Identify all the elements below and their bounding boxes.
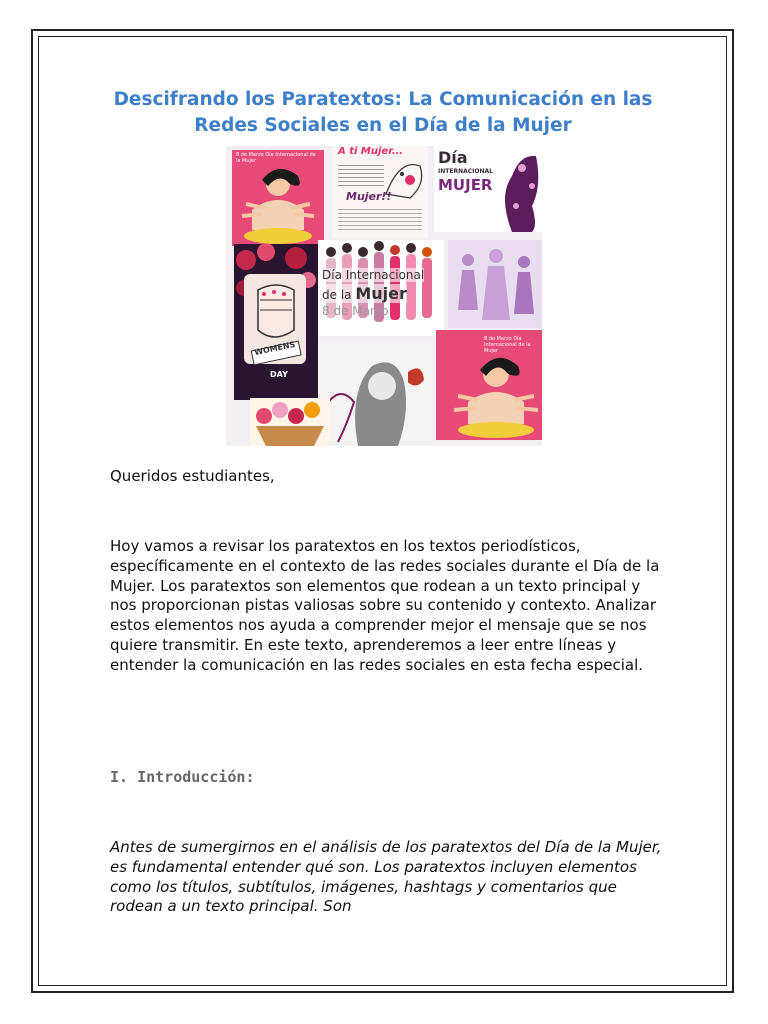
document-title: Descifrando los Paratextos: La Comunicación en las Redes Sociales en el Día de la Mujer [113, 89, 653, 136]
center-title-line2 [322, 284, 407, 303]
greeting: Queridos estudiantes, [110, 467, 275, 485]
collage-tile-dia-internacional [434, 146, 542, 232]
center-title-mujer: Mujer [355, 284, 407, 303]
dia-label: Día [438, 148, 468, 167]
day-label: DAY [270, 370, 288, 379]
collage-tile-text-portrait [318, 342, 432, 446]
center-title-de-la: de la [322, 288, 356, 302]
center-title-line1: Día Internacional [322, 268, 425, 282]
intro-paragraph: Hoy vamos a revisar los paratextos en los textos periodísticos, específicamente en el contexto de las redes sociales durante el Día de la Mujer. Los paratextos son elementos que rodean a un texto principal y nos proporcionan pistas valiosas sobre su contenido y contexto. Analizar estos elementos nos ayuda a comprender mejor el mensaje que se nos quiere transmitir. En este texto, aprenderemos a leer entre líneas y entender la comunicación en las redes sociales en esta fecha especial. [110, 537, 660, 674]
collage-tile-center-group [318, 240, 444, 336]
center-title-date: 8 de Marzo [322, 304, 389, 318]
collage-tile-a-ti-mujer [332, 146, 428, 238]
a-ti-mujer-lines [338, 162, 384, 188]
collage-tile-purple-silhouettes [448, 240, 542, 328]
internacional-label: INTERNACIONAL [438, 168, 493, 175]
collage-tile-meditating-woman-bottom [436, 330, 542, 440]
collage-tile-meditating-woman-top [232, 150, 324, 246]
section-paragraph: Antes de sumergirnos en el análisis de los paratextos del Día de la Mujer, es fundamental entender qué son. Los paratextos incluyen elementos como los títulos, subtítulos, imágenes, hashtags y comentarios que rodean a un texto principal. Son [110, 838, 662, 916]
collage-tile-flower-basket [250, 398, 330, 446]
womens-day-collage-image [226, 146, 542, 446]
section-heading-introduccion: I. Introducción: [110, 768, 255, 786]
womens-label: WOMENS [253, 339, 296, 358]
a-ti-mujer-lines-2 [338, 206, 422, 232]
collage-tile-womens-day-fist [234, 244, 318, 400]
mujer-sign: Mujer!! [346, 190, 392, 203]
mujer-label: MUJER [438, 176, 493, 194]
a-ti-mujer-heading: A ti Mujer... [338, 146, 404, 157]
collage-tile-caption: 8 de Marzo Día Internacional de la Mujer [236, 152, 316, 164]
collage-tile-caption-bottom: 8 de Marzo Día Internacional de la Mujer [484, 336, 531, 354]
